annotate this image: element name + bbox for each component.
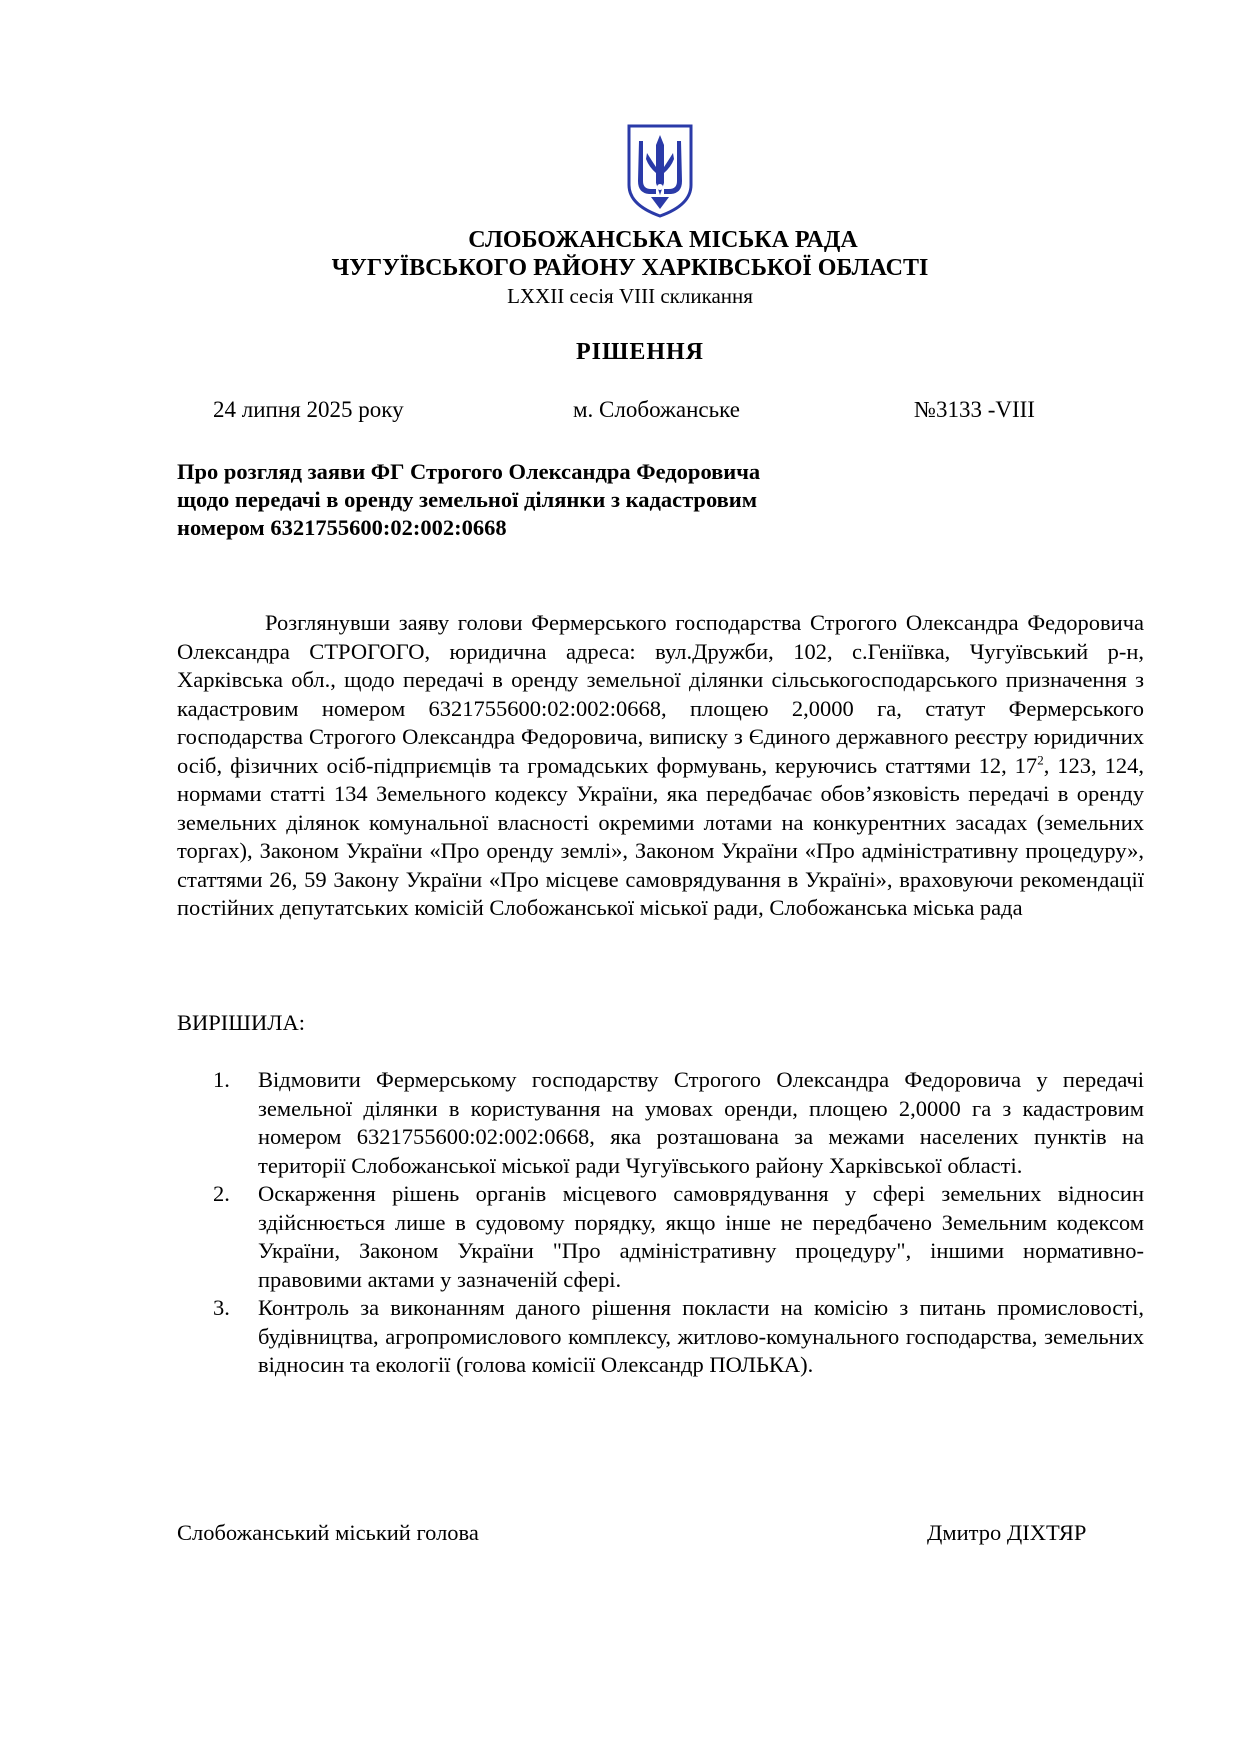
resolved-heading: ВИРІШИЛА:: [177, 1010, 305, 1035]
decision-items-list: [177, 1066, 1144, 1380]
item-number: 2.: [213, 1181, 230, 1206]
item-text: Контроль за виконанням даного рішення покласти на комісію з питань промисловості, будівництва, агропромислового комплексу, житлово-комунального господарства, земельних відносин та екології (голова комісії Олександр ПОЛЬКА).: [258, 1295, 1144, 1377]
subject-line: Про розгляд заяви ФГ Строгого Олександра Федоровича: [177, 459, 761, 484]
decision-place: м. Слобожанське: [573, 397, 740, 422]
preamble-paragraph: [177, 609, 1144, 923]
decision-item: [177, 1294, 1144, 1380]
item-text: Оскарження рішень органів місцевого самоврядування у сфері земельних відносин здійснюється лише в судовому порядку, якщо інше не передбачено Земельним кодексом України, Законом України "Про адміністративну процедуру", іншими нормативно-правовими актами у зазначеній сфері.: [258, 1181, 1144, 1292]
decision-number: №3133 -VIII: [914, 397, 1035, 422]
subject-line: щодо передачі в оренду земельної ділянки з кадастровим: [177, 487, 758, 512]
document-title: РІШЕННЯ: [575, 339, 705, 365]
decision-item: [177, 1066, 1144, 1180]
ukraine-coat-of-arms-icon: [625, 123, 695, 219]
preamble-text-part: Розглянувши заяву голови Фермерського господарства Строгого Олександра Федоровича Олександра СТРОГОГО, юридична адреса: вул.Дружби, 102, с.Геніївка, Чугуївський р-н, Харківська обл., щодо передачі в оренду земельної ділянки сільськогосподарського призначення з кадастровим номером 6321755600:02:002:0668, площею 2,0000 га, статут Фермерського господарства Строгого Олександра Федоровича, виписку з Єдиного державного реєстру юридичних осіб, фізичних осіб-підприємців та громадських формувань, керуючись статтями 12, 17: [177, 610, 1144, 778]
item-number: 1.: [213, 1067, 230, 1092]
item-number: 3.: [213, 1295, 230, 1320]
decision-item: [177, 1180, 1144, 1294]
signatory-role: Слобожанський міський голова: [177, 1520, 479, 1545]
decision-subject: [177, 458, 877, 542]
session-info: LXXII сесія VIII скликання: [507, 284, 753, 308]
council-name: СЛОБОЖАНСЬКА МІСЬКА РАДА: [468, 227, 858, 253]
subject-line: номером 6321755600:02:002:0668: [177, 515, 507, 540]
decision-date: 24 липня 2025 року: [213, 397, 404, 422]
preamble-text-part: , 123, 124, нормами статті 134 Земельного кодексу України, яка передбачає обов’язковість передачі в оренду земельних ділянок комунальної власності окремими лотами на конкурентних засадах (земельних торгах), Законом України «Про оренду землі», Законом України «Про адміністративну процедуру», статтями 26, 59 Закону України «Про місцеве самоврядування в Україні», враховуючи рекомендації постійних депутатських комісій Слобожанської міської ради, Слобожанська міська рада: [177, 752, 1144, 920]
item-text: Відмовити Фермерському господарству Строгого Олександра Федоровича у передачі земельної ділянки в користування на умовах оренди, площею 2,0000 га з кадастровим номером 6321755600:02:002:0668, яка розташована за межами населених пунктів на території Слобожанської міської ради Чугуївського району Харківської області.: [258, 1067, 1144, 1178]
article-superscript: 2: [1037, 752, 1044, 767]
signatory-name: Дмитро ДІХТЯР: [927, 1520, 1087, 1545]
district-name: ЧУГУЇВСЬКОГО РАЙОНУ ХАРКІВСЬКОЇ ОБЛАСТІ: [331, 255, 929, 281]
